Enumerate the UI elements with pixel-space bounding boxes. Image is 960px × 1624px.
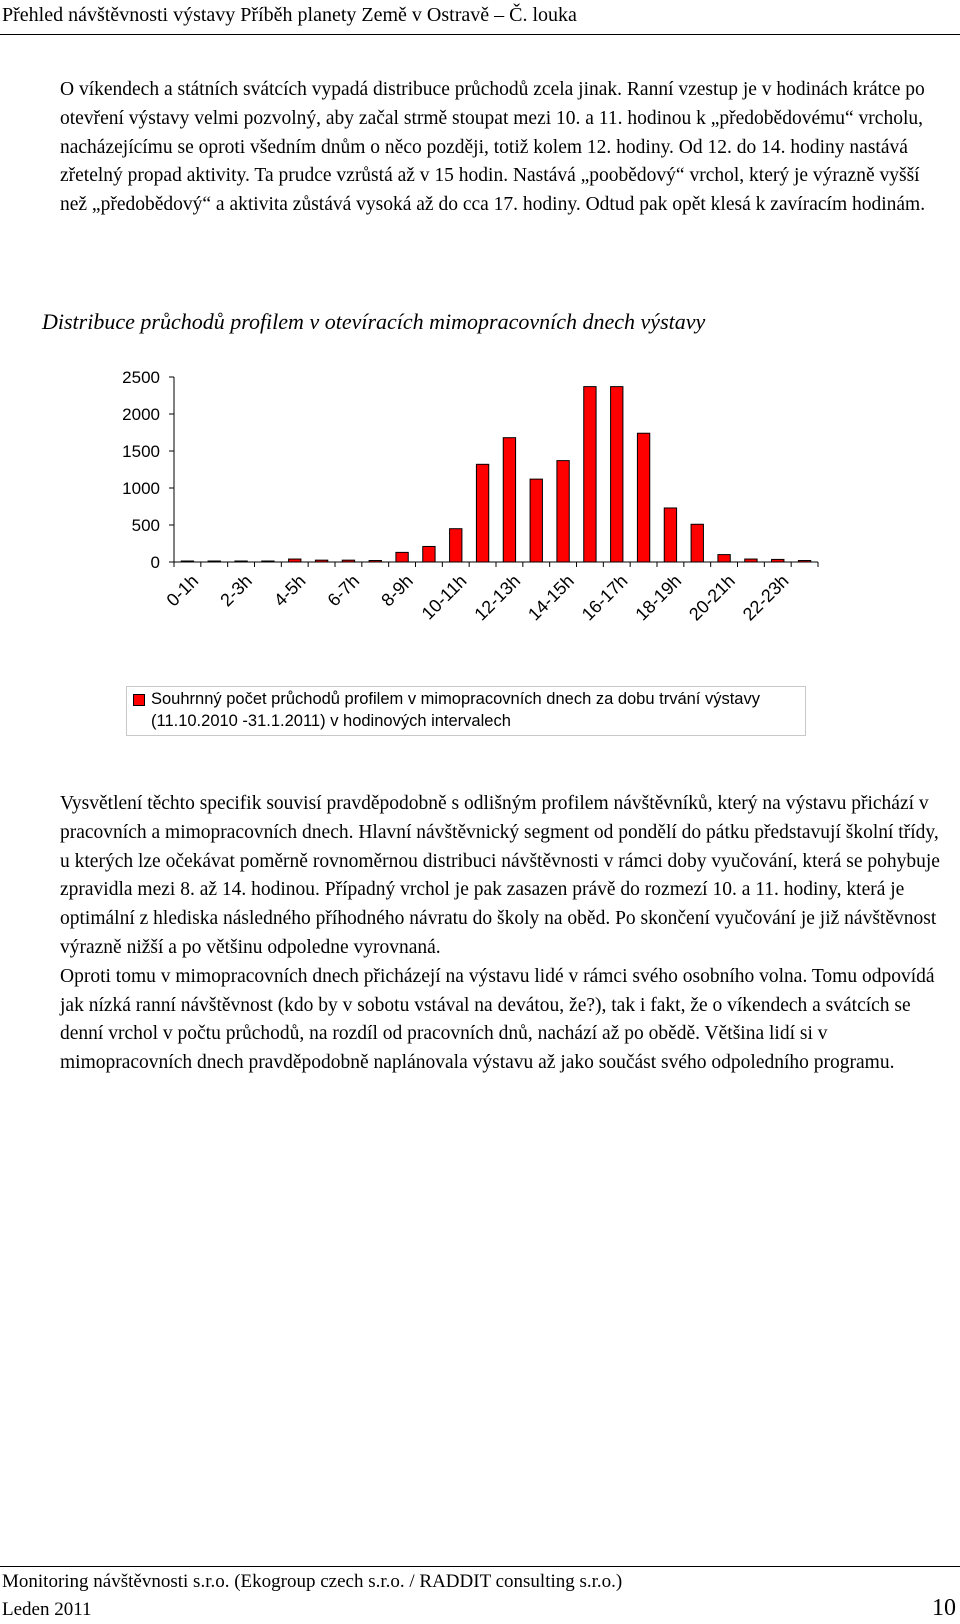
page-header-title: Přehled návštěvnosti výstavy Příběh planety Země v Ostravě – Č. louka bbox=[2, 4, 577, 26]
x-tick-label: 16-17h bbox=[577, 570, 632, 625]
bar-14-15h bbox=[557, 461, 569, 562]
bar-chart bbox=[0, 360, 960, 740]
bar-5-6h bbox=[315, 560, 327, 562]
y-tick-label: 2500 bbox=[122, 368, 160, 387]
y-axis bbox=[122, 368, 174, 572]
y-tick-label: 1500 bbox=[122, 442, 160, 461]
header-divider bbox=[0, 34, 960, 35]
footer-company: Monitoring návštěvnosti s.r.o. (Ekogroup czech s.r.o. / RADDIT consulting s.r.o.) bbox=[2, 1571, 623, 1592]
chart-title: Distribuce průchodů profilem v otevíracích mimopracovních dnech výstavy bbox=[42, 309, 706, 334]
bar-23-24h bbox=[798, 561, 810, 562]
x-tick-labels bbox=[163, 571, 793, 625]
y-tick-label: 0 bbox=[150, 553, 160, 572]
y-tick-label: 500 bbox=[131, 516, 160, 535]
legend-swatch bbox=[133, 694, 145, 706]
page-number: 10 bbox=[932, 1595, 956, 1621]
bar-17-18h bbox=[637, 433, 649, 562]
x-tick-label: 14-15h bbox=[524, 570, 578, 625]
explanation-paragraphs bbox=[60, 790, 940, 1078]
bar-13-14h bbox=[530, 479, 542, 562]
bar-3-4h bbox=[262, 561, 274, 562]
x-tick-label: 10-11h bbox=[417, 570, 471, 624]
bar-1-2h bbox=[208, 561, 220, 562]
x-tick-label: 8-9h bbox=[377, 570, 417, 611]
x-tick-label: 22-23h bbox=[738, 570, 793, 625]
footer-date: Leden 2011 bbox=[2, 1599, 92, 1620]
bar-12-13h bbox=[503, 438, 515, 562]
bar-22-23h bbox=[772, 559, 784, 562]
chart-legend bbox=[126, 686, 806, 736]
x-tick-label: 12-13h bbox=[470, 570, 525, 625]
bar-20-21h bbox=[718, 555, 730, 562]
bar-9-10h bbox=[423, 546, 435, 562]
bar-18-19h bbox=[664, 508, 676, 562]
x-tick-label: 4-5h bbox=[269, 570, 310, 611]
bar-0-1h bbox=[181, 561, 193, 562]
y-tick-label: 2000 bbox=[122, 405, 160, 424]
x-tick-label: 20-21h bbox=[685, 570, 739, 625]
bar-10-11h bbox=[450, 529, 462, 562]
bar-8-9h bbox=[396, 552, 408, 562]
bar-21-22h bbox=[745, 559, 757, 562]
x-tick-label: 18-19h bbox=[631, 570, 686, 625]
bar-19-20h bbox=[691, 524, 703, 562]
bar-7-8h bbox=[369, 561, 381, 562]
footer-divider bbox=[0, 1566, 960, 1567]
explanation-paragraph: Vysvětlení těchto specifik souvisí pravděpodobně s odlišným profilem návštěvníků, který na výstavu přichází v pracovních a mimopracovních dnech. Hlavní návštěvnický segment od pondělí do pátku představují školní třídy, u kterých lze očekávat poměrně rovnoměrnou distribuci návštěvnosti v rámci doby vyučování, která se pohybuje zpravidla mezi 8. až 14. hodinou. Případný vrchol je pak zasazen právě do rozmezí 10. a 11. hodiny, která je optimální z hlediska následného příhodného návratu do školy na oběd. Po skončení vyučování je již návštěvnost výrazně nižší a po většinu odpoledne vyrovnaná. bbox=[60, 793, 940, 958]
contrast-paragraph: Oproti tomu v mimopracovních dnech přicházejí na výstavu lidé v rámci svého osobního volna. Tomu odpovídá jak nízká ranní návštěvnost (kdo by v sobotu vstával na devátou, že?), tak i fakt, že o víkendech a svátcích se denní vrchol v počtu průchodů, na rozdíl od pracovních dnů, nachází až po obědě. Většina lidí si v mimopracovních dnech pravděpodobně naplánovala výstavu až jako součást svého odpoledního programu. bbox=[60, 965, 935, 1074]
bar-16-17h bbox=[611, 387, 623, 562]
bar-series bbox=[181, 387, 811, 562]
x-tick-label: 2-3h bbox=[216, 570, 256, 611]
x-tick-label: 6-7h bbox=[323, 570, 364, 611]
bar-15-16h bbox=[584, 387, 596, 562]
bar-2-3h bbox=[235, 561, 247, 562]
x-axis bbox=[174, 562, 818, 567]
bar-6-7h bbox=[342, 560, 354, 562]
bar-4-5h bbox=[289, 559, 301, 562]
intro-paragraph: O víkendech a státních svátcích vypadá distribuce průchodů zcela jinak. Ranní vzestup je v hodinách krátce po otevření výstavy velmi pozvolný, aby začal strmě stoupat mezi 10. a 11. hodinou k „předobědovému“ vrcholu, nacházejícímu se oproti všedním dnům o něco později, totiž kolem 12. hodiny. Od 12. do 14. hodiny nastává zřetelný propad aktivity. Ta prudce vzrůstá až v 15 hodin. Nastává „poobědový“ vrchol, který je výrazně vyšší než „předobědový“ a aktivita zůstává vysoká až do cca 17. hodiny. Odtud pak opět klesá k zavíracím hodinám. bbox=[60, 79, 926, 216]
y-tick-label: 1000 bbox=[122, 479, 160, 498]
x-tick-label: 0-1h bbox=[162, 570, 203, 611]
bar-11-12h bbox=[476, 464, 488, 562]
legend-label: Souhrnný počet průchodů profilem v mimopracovních dnech za dobu trvání výstavy (11.10.2010 -31.1.2011) v hodinových intervalech bbox=[151, 690, 760, 730]
